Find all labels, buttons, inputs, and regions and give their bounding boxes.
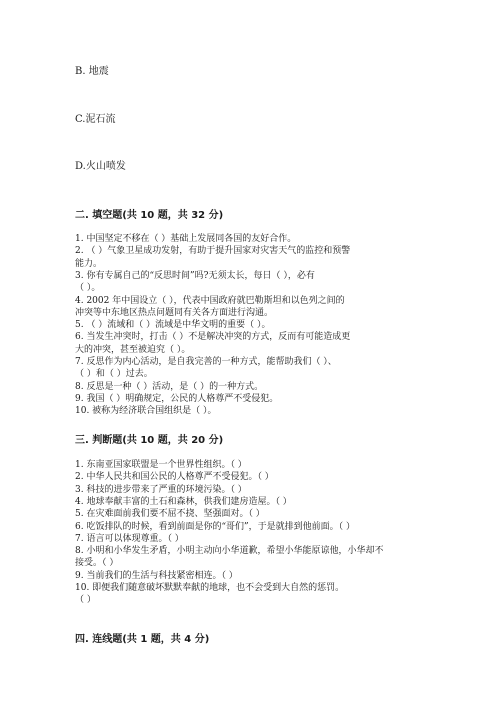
- question-line: 7. 反思作为内心活动，是自我完善的一种方式，能帮助我们（ ）、: [75, 357, 337, 367]
- option-b: B. 地震: [75, 66, 109, 77]
- question-line: 5. （ ）流域和（ ）流域是中华文明的重要（ ）。: [75, 320, 271, 331]
- question-line: 能力。: [75, 258, 103, 269]
- question-line: （ ）。: [75, 283, 101, 294]
- question-line: 5. 在灾难面前我们要不屈不挠、坚强面对。（ ）: [75, 509, 265, 520]
- question-line: （ ）: [75, 595, 96, 606]
- question-line: 8. 小明和小华发生矛盾，小明主动向小华道歉，希望小华能原谅他，小华却不: [75, 546, 384, 557]
- section-matching-heading: 四. 连线题(共 1 题，共 4 分): [75, 634, 210, 645]
- question-line: 9. 当前我们的生活与科技紧密相连。（ ）: [75, 570, 238, 581]
- question-line: 10. 被称为经济联合国组织是（ ）。: [75, 406, 217, 417]
- section-fill-blank-heading: 二. 填空题(共 10 题，共 32 分): [75, 210, 224, 221]
- question-line: 4. 地球奉献丰富的土石和森林，供我们建房造屋。（ ）: [75, 496, 292, 507]
- question-line: 冲突等中东地区热点问题同有关各方面进行沟通。: [75, 307, 274, 318]
- question-line: 7. 语言可以体现尊重。（ ）: [75, 533, 184, 544]
- question-line: 6. 吃饭排队的时候，看到前面是你的“哥们”，于是就排到他前面。（ ）: [75, 521, 356, 532]
- question-line: 1. 东南亚国家联盟是一个世界性组织。（ ）: [75, 460, 247, 470]
- question-line: 2. （ ）气象卫星成功发射，有助于提升国家对灾害天气的监控和预警: [75, 246, 351, 257]
- question-line: 8. 反思是一种（ ）活动，是（ ）的一种方式。: [75, 381, 264, 392]
- option-d: D.火山喷发: [75, 161, 126, 172]
- question-line: 3. 你有专属自己的“反思时间”吗?无须太长，每日（ ），必有: [75, 270, 315, 281]
- section-judgement-heading: 三. 判断题(共 10 题，共 20 分): [75, 435, 224, 446]
- question-line: 接受。（ ）: [75, 558, 119, 569]
- question-line: （ ）和（ ）过去。: [75, 369, 153, 380]
- question-line: 9. 我国（ ）明确规定，公民的人格尊严不受侵犯。: [75, 393, 279, 404]
- question-line: 6. 当发生冲突时，打击（ ）不是解决冲突的方式，反而有可能造成更: [75, 332, 351, 343]
- question-line: 4. 2002 年中国设立（ ），代表中国政府就巴勒斯坦和以色列之间的: [75, 295, 345, 306]
- option-c: C.泥石流: [75, 114, 116, 125]
- question-line: 3. 科技的进步带来了严重的环境污染。（ ）: [75, 484, 247, 495]
- question-line: 2. 中华人民共和国公民的人格尊严不受侵犯。（ ）: [75, 472, 274, 483]
- question-line: 1. 中国坚定不移在（ ）基础上发展同各国的友好合作。: [75, 234, 297, 244]
- question-line: 大的冲突，甚至被迫究（ ）。: [75, 344, 191, 355]
- question-line: 10. 即便我们随意破坏默默奉献的地球，也不会受到大自然的惩罚。: [75, 583, 345, 593]
